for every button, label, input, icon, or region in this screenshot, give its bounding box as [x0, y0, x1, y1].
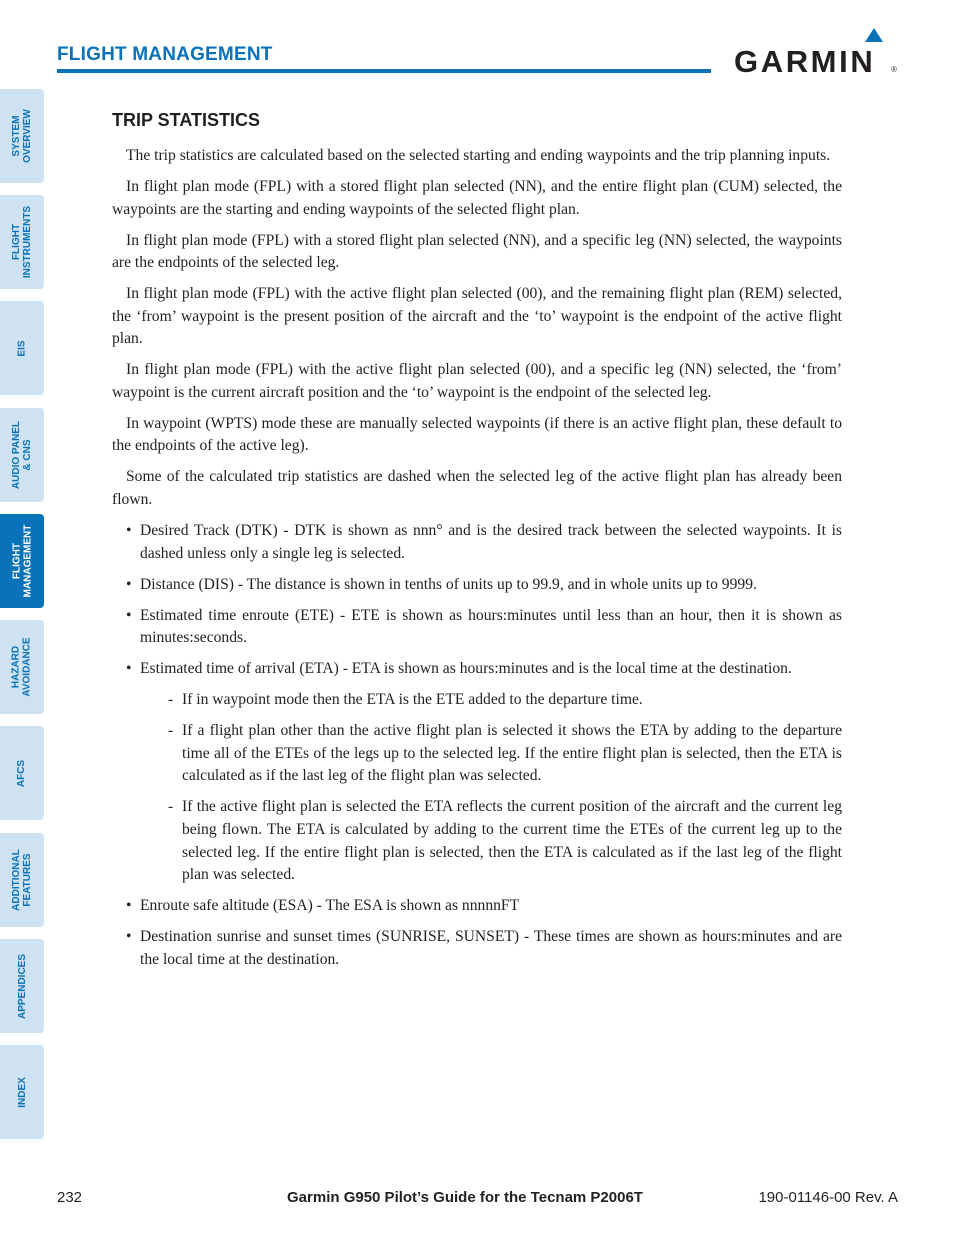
- logo-text: GARMIN: [734, 44, 876, 76]
- side-tab-appendices[interactable]: [0, 939, 44, 1033]
- bullet-item: [112, 658, 842, 887]
- paragraph: Some of the calculated trip statistics are dashed when the selected leg of the active flight plan has already been flown.: [112, 468, 842, 509]
- sub-item-text: If a flight plan other than the active flight plan is selected it shows the ETA by adding to the departure time all of the ETEs of the legs up to the selected leg. If the entire flight plan is selected, then the ETA is calculated as if the last leg of the flight plan was selected.: [182, 722, 842, 785]
- bullet-list: [112, 520, 842, 971]
- footer-doc-number: 190-01146-00 Rev. A: [758, 1189, 898, 1206]
- bullet-item: [112, 520, 842, 565]
- footer-page-number: 232: [57, 1189, 83, 1206]
- bullet-text: Enroute safe altitude (ESA) - The ESA is shown as nnnnnFT: [140, 897, 520, 915]
- paragraph: In flight plan mode (FPL) with a stored flight plan selected (NN), and a specific leg (NN) selected, the waypoints are the endpoints of the selected leg.: [112, 231, 842, 272]
- side-tab-label: SYSTEM OVERVIEW: [11, 109, 33, 163]
- logo-triangle-icon: [865, 28, 883, 42]
- paragraph: In waypoint (WPTS) mode these are manually selected waypoints (if there is an active flight plan, these default to the endpoints of the active leg).: [112, 414, 842, 455]
- bullet-icon: •: [126, 606, 132, 624]
- side-tab-flight-instruments[interactable]: [0, 195, 44, 289]
- footer-title: Garmin G950 Pilot’s Guide for the Tecnam P2006T: [287, 1189, 643, 1206]
- sub-item: [140, 796, 842, 886]
- header-rule: [57, 69, 711, 73]
- side-tab-audio-panel-cns[interactable]: [0, 408, 44, 502]
- sub-item: [140, 689, 842, 712]
- paragraph: In flight plan mode (FPL) with a stored flight plan selected (NN), and the entire flight plan (CUM) selected, the waypoints are the starting and ending waypoints of the selected flight plan.: [112, 177, 842, 218]
- bullet-icon: •: [126, 897, 132, 915]
- side-tab-hazard-avoidance[interactable]: [0, 620, 44, 714]
- garmin-logo: [734, 26, 898, 76]
- sub-item-text: If in waypoint mode then the ETA is the ETE added to the departure time.: [182, 691, 643, 709]
- eta-sublist: [140, 689, 842, 887]
- side-tab-label: INDEX: [16, 1076, 28, 1108]
- sub-item: [140, 720, 842, 788]
- side-tab-flight-management[interactable]: [0, 514, 44, 608]
- bullet-text: Estimated time enroute (ETE) - ETE is shown as hours:minutes until less than an hour, then it is shown as minutes:seconds.: [140, 606, 842, 647]
- logo-registered: ®: [891, 65, 897, 74]
- bullet-icon: •: [126, 575, 132, 593]
- paragraph: In flight plan mode (FPL) with the active flight plan selected (00), and the remaining flight plan (REM) selected, the ‘from’ waypoint is the present position of the aircraft and the ‘to’ waypoint is the endpoint of the active flight plan.: [112, 285, 842, 348]
- side-tab-system-overview[interactable]: [0, 89, 44, 183]
- bullet-item: [112, 574, 842, 597]
- dash-icon: -: [168, 722, 174, 740]
- bullet-text: Estimated time of arrival (ETA) - ETA is shown as hours:minutes and is the local time at the destination.: [140, 660, 792, 678]
- side-tab-afcs[interactable]: [0, 726, 44, 820]
- dash-icon: -: [168, 798, 174, 816]
- bullet-item: [112, 895, 842, 918]
- side-tab-eis[interactable]: [0, 301, 44, 395]
- bullet-text: Destination sunrise and sunset times (SUNRISE, SUNSET) - These times are shown as hours:minutes and are the local time at the destination.: [140, 928, 842, 968]
- paragraph: In flight plan mode (FPL) with the active flight plan selected (00), and a specific leg (NN) selected, the ‘from’ waypoint is the current aircraft position and the ‘to’ waypoint is the endpoint of the selected leg.: [112, 361, 842, 401]
- side-tab-label: EIS: [16, 339, 28, 357]
- bullet-text: Desired Track (DTK) - DTK is shown as nnn° and is the desired track between the selected waypoints. It is dashed unless only a single leg is selected.: [140, 522, 842, 562]
- section-header-title: FLIGHT MANAGEMENT: [57, 44, 273, 65]
- side-tab-index[interactable]: [0, 1045, 44, 1139]
- dash-icon: -: [168, 691, 174, 709]
- paragraph: The trip statistics are calculated based on the selected starting and ending waypoints and the trip planning inputs.: [126, 147, 831, 164]
- side-tab-label: HAZARD AVOIDANCE: [11, 637, 34, 697]
- side-tab-label: ADDITIONAL FEATURES: [11, 849, 34, 911]
- bullet-icon: •: [126, 660, 132, 678]
- bullet-icon: •: [126, 522, 132, 540]
- section-heading: TRIP STATISTICS: [112, 110, 261, 130]
- side-tab-label: AFCS: [16, 759, 28, 787]
- sub-item-text: If the active flight plan is selected the ETA reflects the current position of the aircraft and the current leg being flown. The ETA is calculated by adding to the current time the ETEs of the current leg up to the selected leg. If the entire flight plan is selected, then the ETA is calculated as if the last leg of the flight plan was selected.: [182, 798, 842, 884]
- section-body: [112, 145, 842, 980]
- bullet-item: [112, 926, 842, 971]
- bullet-item: [112, 605, 842, 650]
- side-tab-label: AUDIO PANEL & CNS: [11, 420, 33, 490]
- bullet-icon: •: [126, 928, 132, 946]
- side-tab-label: FLIGHT MANAGEMENT: [11, 524, 33, 598]
- side-tab-label: APPENDICES: [16, 953, 28, 1019]
- side-tab-additional-features[interactable]: [0, 833, 44, 927]
- bullet-text: Distance (DIS) - The distance is shown in tenths of units up to 99.9, and in whole units up to 9999.: [140, 575, 757, 593]
- side-tab-label: FLIGHT INSTRUMENTS: [11, 205, 34, 279]
